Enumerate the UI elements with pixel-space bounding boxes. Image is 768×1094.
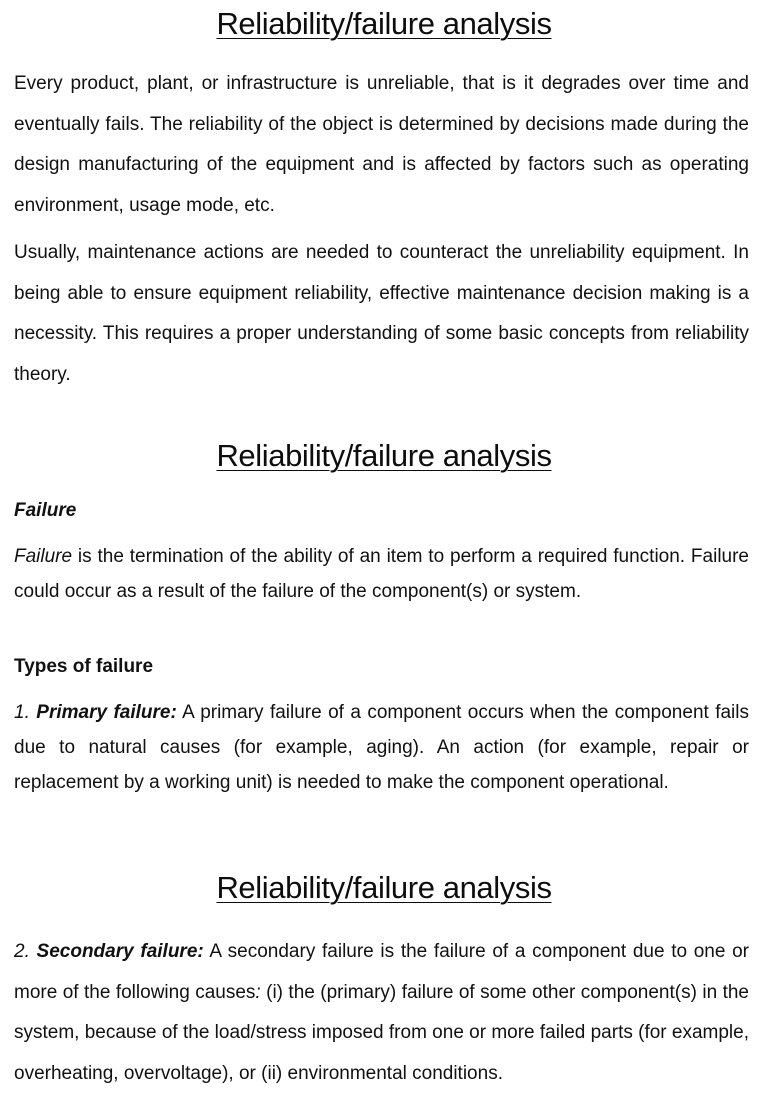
secondary-failure-text: A secondary failure is the failure of a component due to one or more of the following causes: [14, 941, 750, 1003]
secondary-failure-paragraph: [14, 932, 749, 1094]
intro-paragraph: Every product, plant, or infrastructure is unreliable, that is it degrades over time and eventually fails. The reliability of the object is determined by decisions made during the design manufacturing of the equipment and is affected by factors such as operating environment, usage mode, etc.: [14, 73, 749, 216]
failure-definition: [14, 539, 749, 609]
slide-title: Reliability/failure analysis: [216, 6, 552, 41]
list-number: 1.: [14, 702, 37, 723]
maintenance-paragraph: Usually, maintenance actions are needed to counteract the unreliability equipment. In being able to ensure equipment reliability, effective maintenance decision making is a necessity. This requires a proper understanding of some basic concepts from reliability theory.: [14, 242, 749, 385]
slide-title: Reliability/failure analysis: [216, 870, 552, 905]
types-of-failure-heading: Types of failure: [14, 656, 154, 677]
primary-failure-term: Primary failure:: [36, 702, 177, 723]
slide-title: Reliability/failure analysis: [216, 438, 552, 473]
secondary-failure-causes: (i) the (primary) failure of some other component(s) in the system, because of the load/stress imposed from one or more failed parts (for example, overheating, overvoltage), or (ii) environmental conditions.: [14, 981, 749, 1084]
secondary-failure-term: Secondary failure:: [36, 941, 204, 962]
primary-failure-text: A primary failure of a component occurs when the component fails due to natural causes (for example, aging). An action (for example, repair or replacement by a working unit) is needed to make the component operational.: [14, 702, 749, 793]
secondary-failure-colon: :: [255, 981, 261, 1003]
list-number: 2.: [14, 941, 37, 962]
failure-definition-text: is the termination of the ability of an item to perform a required function. Failure could occur as a result of the failure of the component(s) or system.: [14, 546, 749, 602]
primary-failure-paragraph: [14, 695, 749, 800]
failure-term: Failure: [14, 546, 73, 567]
failure-heading: Failure: [14, 500, 77, 521]
